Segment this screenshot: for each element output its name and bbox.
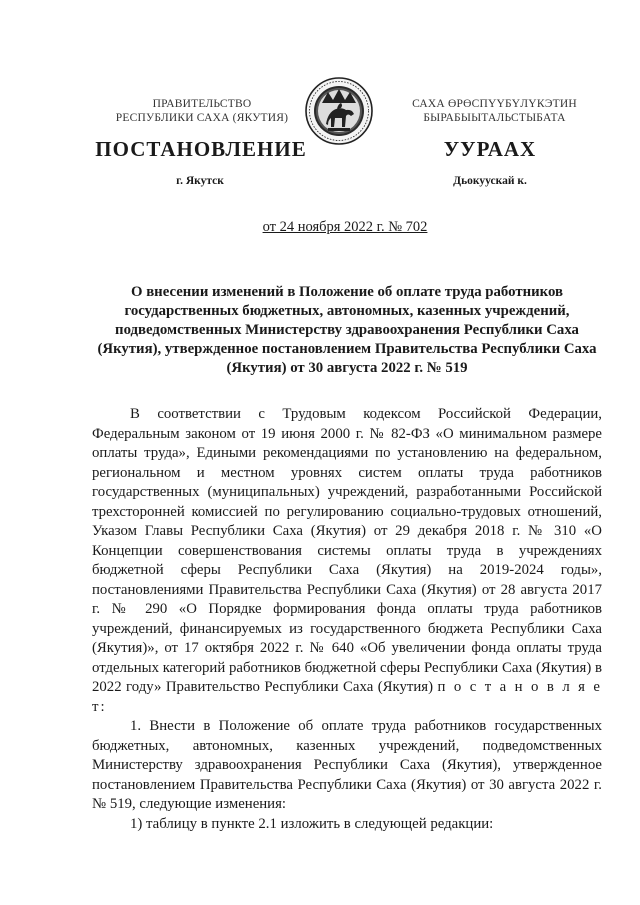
- document-body: [92, 405, 602, 834]
- issuer-sah-line1: САХА ӨРӨСПҮҮБҮЛҮКЭТИН: [412, 98, 577, 110]
- issuer-sah: [392, 97, 597, 125]
- issuer-ru-line2: РЕСПУБЛИКИ САХА (ЯКУТИЯ): [115, 112, 289, 124]
- doc-type-sah: УУРААХ: [443, 137, 537, 161]
- doc-type-ru: ПОСТАНОВЛЕНИЕ: [95, 137, 307, 161]
- city-ru: г. Якутск: [176, 175, 224, 187]
- issuer-ru: [102, 97, 302, 125]
- date-number-text: от 24 ноября 2022 г. № 702: [262, 219, 428, 235]
- item-1-1-paragraph: 1) таблицу в пункте 2.1 изложить в следующей редакции:: [130, 815, 494, 832]
- document-heading: О внесении изменений в Положение об оплате труда работников государственных бюджетных, автономных, казенных учреждений, подведомственных Министерству здравоохранения Республики Саха (Якутия), утвержденное постановлением Правительства Республики Саха (Якутия) от 30 августа 2022 г. № 519: [97, 284, 597, 376]
- decree-word: п о с т а н о в л я е т:: [92, 679, 602, 715]
- preamble-text: В соответствии с Трудовым кодексом Российской Федерации, Федеральным законом от 19 июня 2000 г. № 82-ФЗ «О минимальном размере оплаты труда», Едиными рекомендациями по установлению на федеральном, региональном и местном уровнях систем оплаты труда работников государственных (муниципальных) учреждений, разработанными Российской трехсторонней комиссией по регулированию социально-трудовых отношений, Указом Главы Республики Саха (Якутия) от 29 декабря 2018 г. № 310 «О Концепции совершенствования системы оплаты труда в учреждениях бюджетной сферы Республики Саха (Якутия) на 2019-2024 годы», постановлениями Правительства Республики Саха (Якутия) от 28 августа 2017 г. № 290 «О Порядке формирования фонда оплаты труда работников учреждений, финансируемых из государственного бюджета Республики Саха (Якутия)», от 17 октября 2022 г. № 640 «Об увеличении фонда оплаты труда отдельных категорий работников бюджетной сферы Республики Саха (Якутия) в 2022 году» Правительство Республики Саха (Якутия): [92, 406, 602, 695]
- coat-of-arms-sakha-emblem: [304, 76, 374, 146]
- city-sah: Дьокуускай к.: [453, 175, 527, 187]
- item-1-paragraph: 1. Внести в Положение об оплате труда работников государственных бюджетных, автономных, казенных учреждений, подведомственных Министерству здравоохранения Республики Саха (Якутия), утвержденное постановлением Правительства Республики Саха (Якутия) от 30 августа 2022 г. № 519, следующие изменения:: [92, 718, 602, 812]
- issuer-ru-line1: ПРАВИТЕЛЬСТВО: [152, 98, 252, 110]
- preamble-paragraph: [92, 405, 602, 717]
- issuer-sah-line2: БЫРАБЫЫТАЛЬСТЫБАТА: [423, 112, 566, 124]
- document-date-number: [90, 219, 600, 236]
